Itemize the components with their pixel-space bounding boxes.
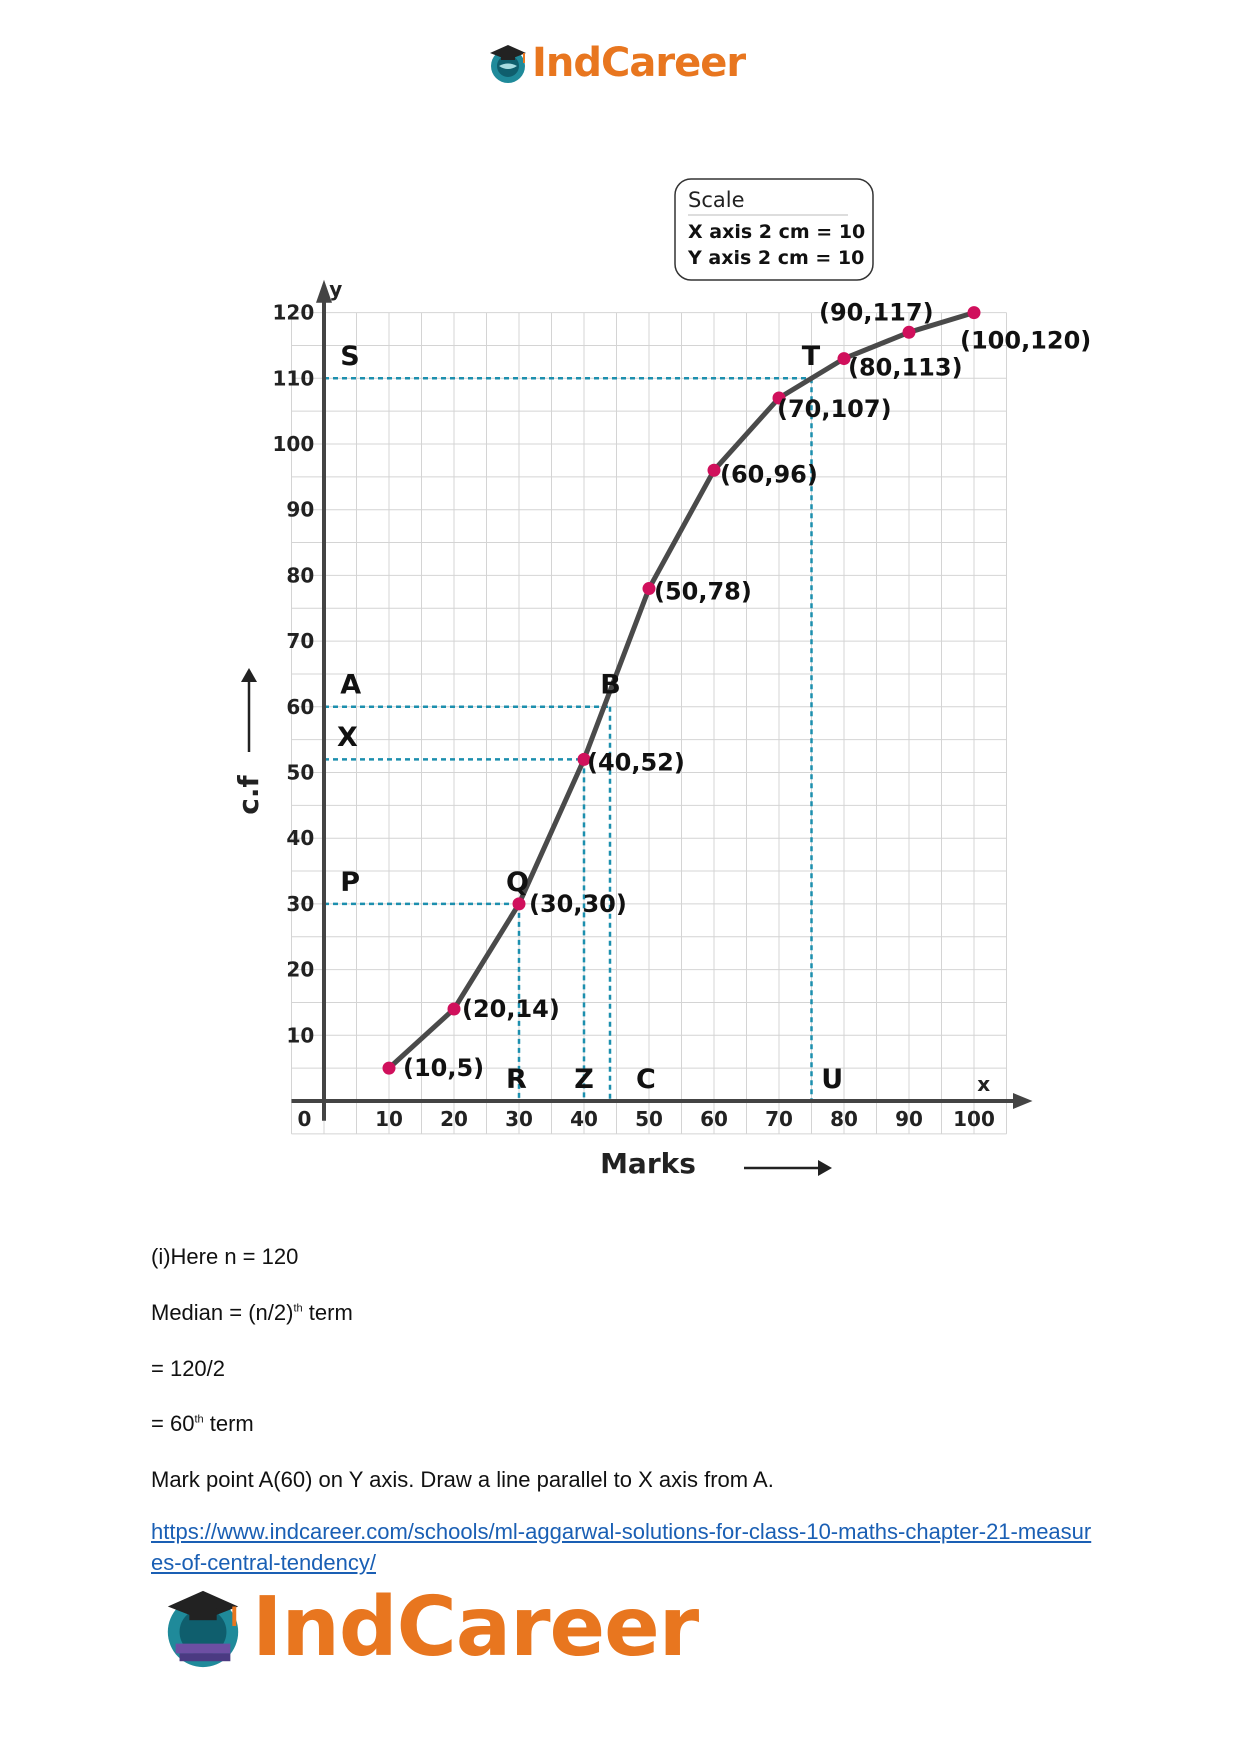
median-formula: Median = (n/2) [151, 1300, 294, 1325]
letter-X: X [337, 722, 358, 754]
data-point [383, 1062, 396, 1075]
bottom-logo [160, 1580, 698, 1675]
letter-P: P [340, 866, 361, 898]
graduation-books-icon [160, 1585, 246, 1671]
chart-grid [292, 313, 1007, 1134]
y-tick-label: 50 [286, 760, 315, 785]
x-tick-label: 10 [375, 1106, 403, 1131]
point-label: (30,30) [529, 889, 627, 918]
brand-text-large: IndCareer [252, 1580, 699, 1675]
data-point [448, 1003, 461, 1016]
letter-T: T [801, 341, 821, 373]
y-tick-label: 20 [286, 957, 315, 982]
scale-box [675, 179, 873, 280]
median-term: term [302, 1300, 353, 1325]
y-tick-label: 80 [286, 563, 315, 588]
point-label: (60,96) [720, 460, 818, 489]
y-axis-arrow [241, 668, 257, 752]
chart-axes [292, 280, 1033, 1121]
letter-C: C [636, 1063, 656, 1095]
x-tick-label: 70 [765, 1106, 793, 1131]
text-line-instruction: Mark point A(60) on Y axis. Draw a line parallel to X axis from A. [151, 1467, 774, 1492]
sixty-term: term [203, 1411, 254, 1436]
point-label: (100,120) [960, 326, 1092, 355]
point-label: (10,5) [403, 1054, 485, 1083]
scale-title: Scale [688, 188, 745, 212]
point-label: (70,107) [777, 395, 892, 424]
text-line-60th [151, 1411, 254, 1437]
x-tick-label: 80 [830, 1106, 858, 1131]
source-link[interactable]: https://www.indcareer.com/schools/ml-aggarwal-solutions-for-class-10-maths-chapter-21-measures-of-central-tendency/ [151, 1519, 1092, 1575]
y-axis-title: c.f [232, 775, 265, 815]
scale-x: X axis 2 cm = 10 [688, 221, 866, 243]
point-label: (40,52) [587, 748, 685, 777]
text-line-division: = 120/2 [151, 1356, 226, 1381]
letter-Z: Z [574, 1063, 594, 1095]
y-tick-label: 30 [286, 891, 315, 916]
y-tick-label: 90 [286, 497, 315, 522]
x-tick-label: 90 [895, 1106, 923, 1131]
x-tick-label: 100 [953, 1106, 995, 1131]
y-tick-label: 40 [286, 826, 315, 851]
letter-R: R [506, 1063, 527, 1095]
letter-S: S [340, 341, 360, 373]
y-tick-label: 110 [272, 366, 315, 391]
y-tick-label: 120 [272, 300, 315, 325]
letter-A: A [340, 669, 362, 701]
x-axis-arrow [744, 1160, 832, 1176]
point-label: (50,78) [654, 577, 752, 606]
data-point [968, 306, 981, 319]
median-sup: th [293, 1302, 303, 1315]
x-axis-title: Marks [600, 1147, 696, 1180]
data-point [513, 897, 526, 910]
text-line-n: (i)Here n = 120 [151, 1244, 299, 1269]
x-tick-label: 60 [700, 1106, 728, 1131]
point-label: (80,113) [848, 353, 963, 382]
y-axis-letter: y [329, 277, 343, 302]
origin-label: 0 [297, 1106, 312, 1131]
brand-text: IndCareer [532, 40, 746, 86]
sixty: = 60 [151, 1411, 195, 1436]
scale-y: Y axis 2 cm = 10 [688, 247, 865, 269]
y-tick-label: 60 [286, 694, 315, 719]
data-point [708, 464, 721, 477]
x-tick-label: 40 [570, 1106, 598, 1131]
x-axis-arrowhead [1013, 1093, 1033, 1109]
y-tick-label: 100 [272, 432, 315, 456]
point-label: (90,117) [819, 298, 934, 327]
x-tick-label: 20 [440, 1106, 468, 1131]
sixty-sup: th [194, 1413, 204, 1426]
letter-Q: Q [506, 866, 529, 898]
point-label: (20,14) [462, 995, 560, 1024]
letter-B: B [600, 669, 621, 701]
x-tick-label: 30 [505, 1106, 533, 1131]
x-tick-label: 50 [635, 1106, 663, 1131]
text-line-median [151, 1300, 353, 1326]
letter-U: U [821, 1063, 844, 1095]
y-tick-label: 70 [286, 629, 315, 654]
y-tick-label: 10 [286, 1023, 315, 1048]
x-axis-letter: x [977, 1072, 991, 1097]
data-point [903, 326, 916, 339]
